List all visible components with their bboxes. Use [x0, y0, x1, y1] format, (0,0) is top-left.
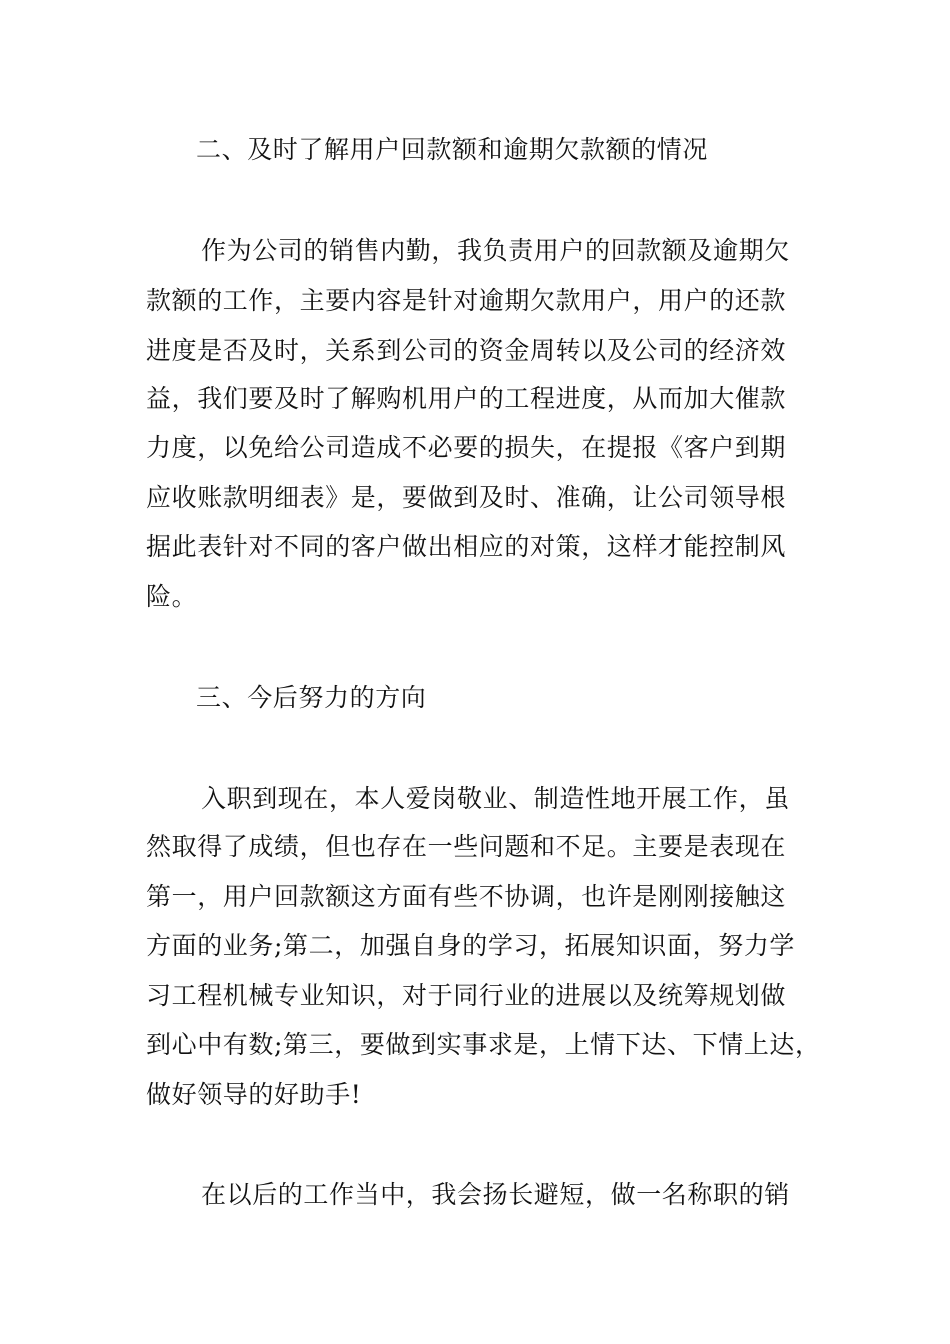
paragraph-line: 据此表针对不同的客户做出相应的对策，这样才能控制风	[146, 532, 787, 561]
paragraph-line: 到心中有数;第三，要做到实事求是，上情下达、下情上达，	[146, 1030, 821, 1059]
paragraph-line: 力度，以免给公司造成不必要的损失，在提报《客户到期	[146, 433, 787, 462]
paragraph-line: 款额的工作，主要内容是针对逾期欠款用户，用户的还款	[146, 286, 787, 315]
paragraph-line: 应收账款明细表》是，要做到及时、准确，让公司领导根	[146, 483, 787, 512]
paragraph-line: 进度是否及时，关系到公司的资金周转以及公司的经济效	[146, 336, 787, 365]
paragraph-line: 入职到现在，本人爱岗敬业、制造性地开展工作，虽	[201, 784, 790, 813]
section-heading: 二、及时了解用户回款额和逾期欠款额的情况	[196, 135, 709, 164]
paragraph-line: 第一，用户回款额这方面有些不协调，也许是刚刚接触这	[146, 882, 787, 911]
paragraph-line: 做好领导的好助手!	[146, 1080, 362, 1109]
paragraph-line: 方面的业务;第二，加强自身的学习，拓展知识面，努力学	[146, 931, 796, 960]
paragraph-line: 作为公司的销售内勤，我负责用户的回款额及逾期欠	[201, 236, 790, 265]
paragraph-line: 险。	[146, 582, 198, 611]
paragraph-line: 习工程机械专业知识，对于同行业的进展以及统筹规划做	[146, 981, 787, 1010]
paragraph-line: 益，我们要及时了解购机用户的工程进度，从而加大催款	[146, 384, 787, 413]
closing-paragraph-line: 在以后的工作当中，我会扬长避短，做一名称职的销	[201, 1180, 790, 1209]
section-heading: 三、今后努力的方向	[196, 683, 427, 712]
paragraph-line: 然取得了成绩，但也存在一些问题和不足。主要是表现在	[146, 832, 787, 861]
